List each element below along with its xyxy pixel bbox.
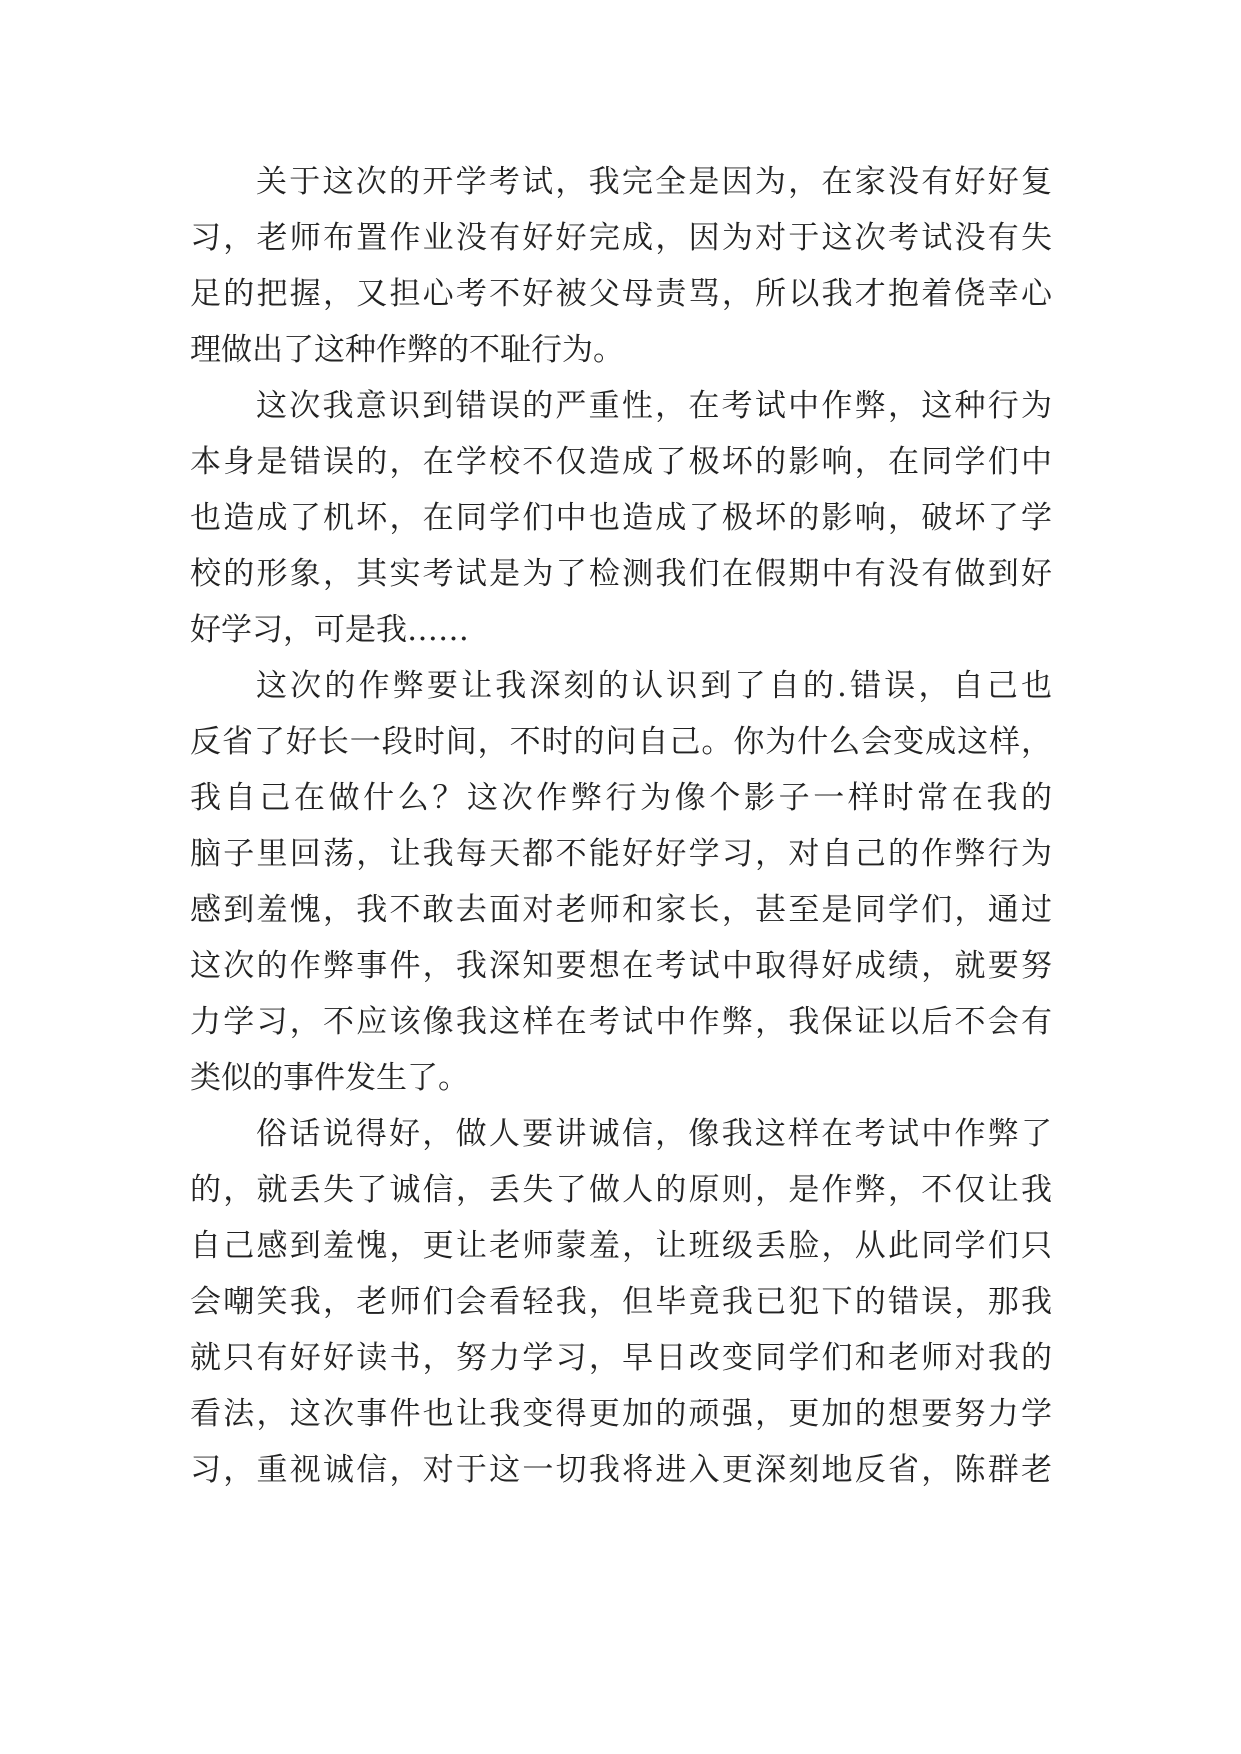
text-line: 我自己在做什么？这次作弊行为像个影子一样时常在我的 <box>190 780 1052 816</box>
text-line: 关于这次的开学考试，我完全是因为，在家没有好好复 <box>256 164 1052 200</box>
text-line: 会嘲笑我，老师们会看轻我，但毕竟我已犯下的错误，那我 <box>190 1284 1052 1320</box>
text-line: 也造成了机坏，在同学们中也造成了极坏的影响，破坏了学 <box>190 500 1052 536</box>
text-line: 感到羞愧，我不敢去面对老师和家长，甚至是同学们，通过 <box>190 892 1052 928</box>
text-line: 俗话说得好，做人要讲诚信，像我这样在考试中作弊了 <box>256 1116 1052 1152</box>
text-line: 好学习，可是我…… <box>190 612 469 648</box>
paragraph-2 <box>190 378 1052 658</box>
text-line: 自己感到羞愧，更让老师蒙羞，让班级丢脸，从此同学们只 <box>190 1228 1052 1264</box>
text-line: 校的形象，其实考试是为了检测我们在假期中有没有做到好 <box>190 556 1052 592</box>
document-body <box>190 154 1052 1498</box>
text-line: 的，就丢失了诚信，丢失了做人的原则，是作弊，不仅让我 <box>190 1172 1052 1208</box>
text-line: 这次的作弊事件，我深知要想在考试中取得好成绩，就要努 <box>190 948 1052 984</box>
paragraph-3 <box>190 658 1052 1106</box>
text-line: 力学习，不应该像我这样在考试中作弊，我保证以后不会有 <box>190 1004 1052 1040</box>
text-line: 就只有好好读书，努力学习，早日改变同学们和老师对我的 <box>190 1340 1052 1376</box>
text-line: 本身是错误的，在学校不仅造成了极坏的影响，在同学们中 <box>190 444 1052 480</box>
text-line: 这次我意识到错误的严重性，在考试中作弊，这种行为 <box>256 388 1052 424</box>
text-line: 习，老师布置作业没有好好完成，因为对于这次考试没有失 <box>190 220 1052 256</box>
text-line: 脑子里回荡，让我每天都不能好好学习，对自己的作弊行为 <box>190 836 1052 872</box>
paragraph-1 <box>190 154 1052 378</box>
text-line: 这次的作弊要让我深刻的认识到了自的.错误，自己也 <box>256 668 1052 704</box>
paragraph-4 <box>190 1106 1052 1498</box>
text-line: 足的把握，又担心考不好被父母责骂，所以我才抱着侥幸心 <box>190 276 1052 312</box>
text-line: 类似的事件发生了。 <box>190 1060 469 1096</box>
text-line: 看法，这次事件也让我变得更加的顽强，更加的想要努力学 <box>190 1396 1052 1432</box>
text-line: 反省了好长一段时间，不时的问自己。你为什么会变成这样， <box>190 724 1052 760</box>
text-line: 理做出了这种作弊的不耻行为。 <box>190 332 624 368</box>
text-line: 习，重视诚信，对于这一切我将进入更深刻地反省，陈群老 <box>190 1452 1052 1488</box>
